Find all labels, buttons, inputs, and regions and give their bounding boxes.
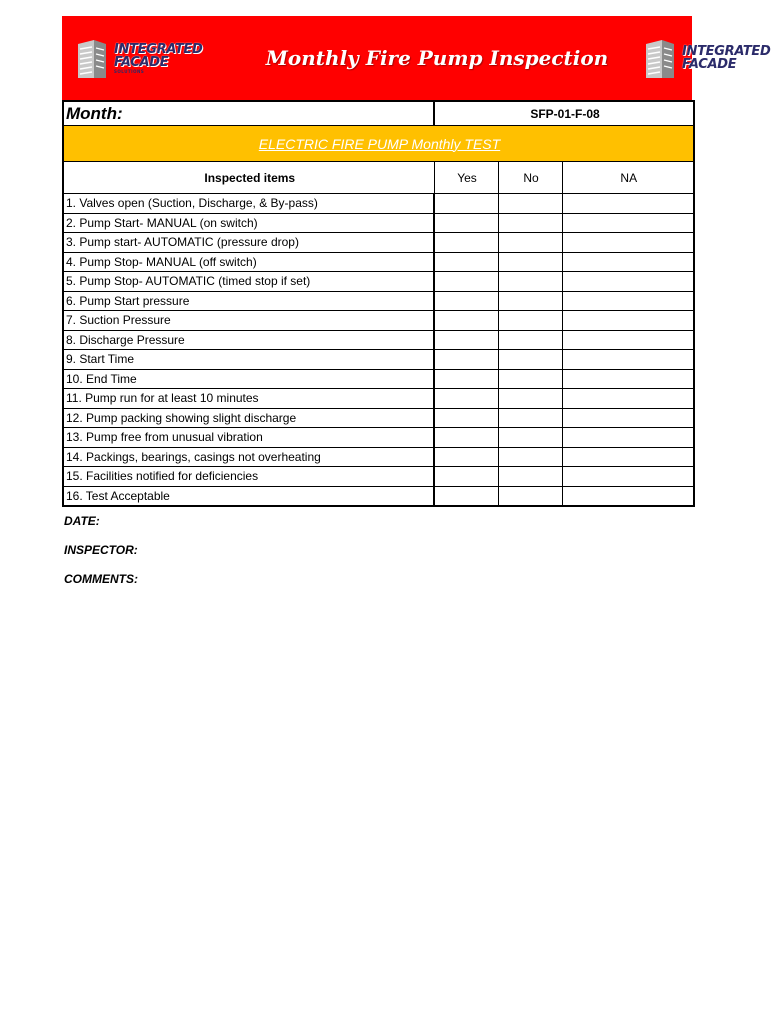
na-cell[interactable] (562, 369, 694, 389)
inspected-item-label: 3. Pump start- AUTOMATIC (pressure drop) (63, 233, 434, 253)
no-cell[interactable] (498, 194, 562, 214)
table-row (63, 389, 694, 409)
yes-cell[interactable] (434, 213, 498, 233)
table-row (63, 330, 694, 350)
na-cell[interactable] (562, 389, 694, 409)
no-cell[interactable] (498, 252, 562, 272)
yes-cell[interactable] (434, 252, 498, 272)
no-cell[interactable] (498, 428, 562, 448)
na-cell[interactable] (562, 408, 694, 428)
yes-cell[interactable] (434, 350, 498, 370)
column-header-na: NA (562, 162, 694, 194)
logo-line-1: INTEGRATED (114, 41, 203, 57)
inspector-label: INSPECTOR: (64, 543, 138, 557)
yes-cell[interactable] (434, 233, 498, 253)
inspected-item-label: 1. Valves open (Suction, Discharge, & By-pass) (63, 194, 434, 214)
building-icon (640, 38, 678, 78)
inspected-item-label: 2. Pump Start- MANUAL (on switch) (63, 213, 434, 233)
form-code: SFP-01-F-08 (434, 101, 694, 126)
inspected-item-label: 15. Facilities notified for deficiencies (63, 467, 434, 487)
column-header-yes: Yes (434, 162, 498, 194)
page-title: Monthly Fire Pump Inspection (265, 46, 609, 70)
inspected-item-label: 8. Discharge Pressure (63, 330, 434, 350)
yes-cell[interactable] (434, 291, 498, 311)
na-cell[interactable] (562, 291, 694, 311)
table-row (63, 369, 694, 389)
no-cell[interactable] (498, 350, 562, 370)
table-row (63, 428, 694, 448)
yes-cell[interactable] (434, 330, 498, 350)
inspected-item-label: 14. Packings, bearings, casings not overheating (63, 447, 434, 467)
table-row (63, 467, 694, 487)
table-row (63, 252, 694, 272)
inspected-item-label: 16. Test Acceptable (63, 486, 434, 506)
date-label: DATE: (64, 514, 100, 528)
logo-line-2: FACADE (114, 54, 169, 70)
logo-line-2: FACADE (682, 57, 737, 72)
no-cell[interactable] (498, 311, 562, 331)
no-cell[interactable] (498, 389, 562, 409)
no-cell[interactable] (498, 447, 562, 467)
logo-line-3: SOLUTIONS (114, 68, 145, 74)
inspection-table (62, 100, 695, 507)
no-cell[interactable] (498, 369, 562, 389)
na-cell[interactable] (562, 428, 694, 448)
inspection-sheet (62, 16, 771, 600)
inspected-item-label: 12. Pump packing showing slight discharge (63, 408, 434, 428)
yes-cell[interactable] (434, 369, 498, 389)
yes-cell[interactable] (434, 467, 498, 487)
comments-label: COMMENTS: (64, 572, 138, 586)
logo-line-1: INTEGRATED (682, 44, 771, 59)
table-row (63, 447, 694, 467)
section-row (63, 126, 694, 162)
table-header (63, 162, 694, 194)
inspected-item-label: 4. Pump Stop- MANUAL (off switch) (63, 252, 434, 272)
yes-cell[interactable] (434, 447, 498, 467)
company-logo-right (640, 38, 771, 78)
na-cell[interactable] (562, 194, 694, 214)
column-header-items: Inspected items (63, 162, 434, 194)
no-cell[interactable] (498, 486, 562, 506)
yes-cell[interactable] (434, 311, 498, 331)
na-cell[interactable] (562, 272, 694, 292)
no-cell[interactable] (498, 233, 562, 253)
yes-cell[interactable] (434, 486, 498, 506)
na-cell[interactable] (562, 467, 694, 487)
inspected-item-label: 9. Start Time (63, 350, 434, 370)
month-row (63, 101, 694, 126)
na-cell[interactable] (562, 233, 694, 253)
inspected-item-label: 10. End Time (63, 369, 434, 389)
na-cell[interactable] (562, 350, 694, 370)
inspected-item-label: 5. Pump Stop- AUTOMATIC (timed stop if set) (63, 272, 434, 292)
table-row (63, 272, 694, 292)
inspected-item-label: 7. Suction Pressure (63, 311, 434, 331)
yes-cell[interactable] (434, 272, 498, 292)
yes-cell[interactable] (434, 194, 498, 214)
yes-cell[interactable] (434, 389, 498, 409)
na-cell[interactable] (562, 330, 694, 350)
table-row (63, 486, 694, 506)
table-row (63, 408, 694, 428)
na-cell[interactable] (562, 486, 694, 506)
column-header-no: No (498, 162, 562, 194)
na-cell[interactable] (562, 447, 694, 467)
footer-fields (62, 513, 692, 600)
no-cell[interactable] (498, 467, 562, 487)
yes-cell[interactable] (434, 408, 498, 428)
table-row (63, 311, 694, 331)
inspected-item-label: 6. Pump Start pressure (63, 291, 434, 311)
table-row (63, 233, 694, 253)
table-row (63, 291, 694, 311)
table-row (63, 350, 694, 370)
no-cell[interactable] (498, 291, 562, 311)
table-row (63, 213, 694, 233)
no-cell[interactable] (498, 330, 562, 350)
header-banner (62, 16, 771, 100)
na-cell[interactable] (562, 311, 694, 331)
month-label: Month: (63, 101, 434, 126)
no-cell[interactable] (498, 408, 562, 428)
item-rows (63, 194, 694, 507)
inspected-item-label: 11. Pump run for at least 10 minutes (63, 389, 434, 409)
na-cell[interactable] (562, 252, 694, 272)
no-cell[interactable] (498, 213, 562, 233)
section-title: ELECTRIC FIRE PUMP Monthly TEST (63, 126, 694, 162)
no-cell[interactable] (498, 272, 562, 292)
yes-cell[interactable] (434, 428, 498, 448)
inspected-item-label: 13. Pump free from unusual vibration (63, 428, 434, 448)
na-cell[interactable] (562, 213, 694, 233)
table-row (63, 194, 694, 214)
